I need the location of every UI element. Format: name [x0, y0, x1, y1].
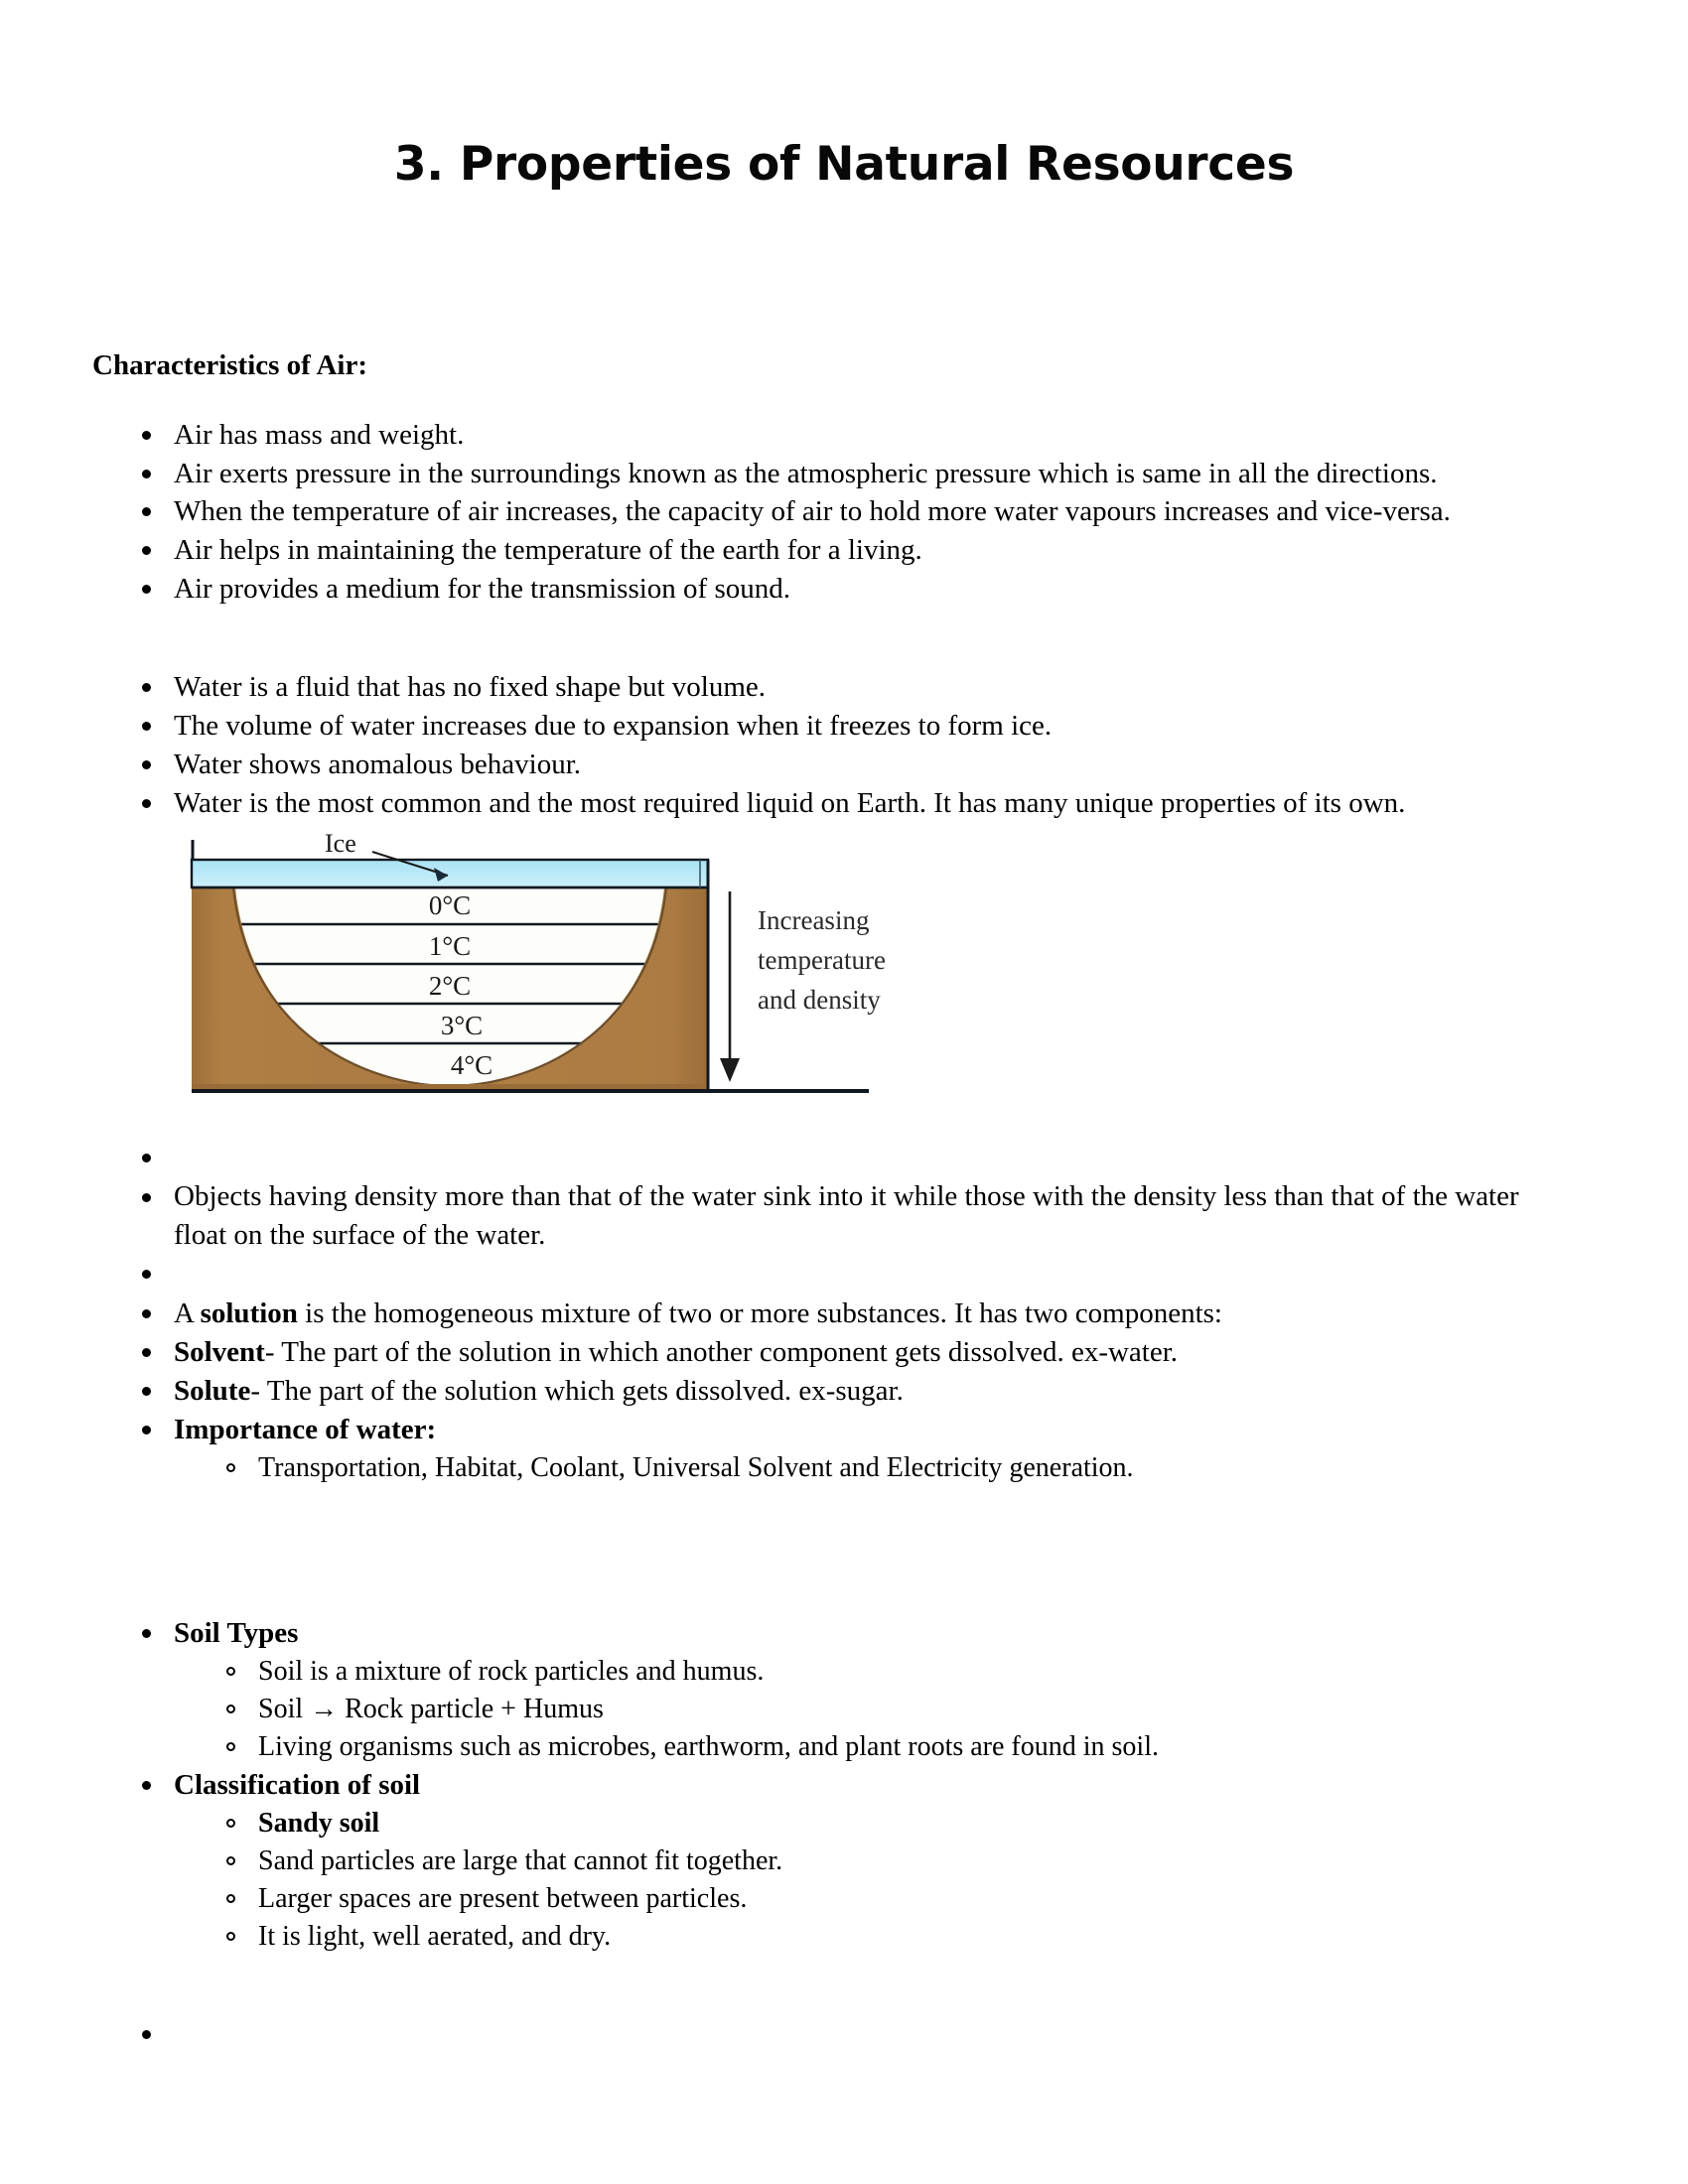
- temp-label-2: 2°C: [428, 971, 472, 1002]
- soil-types-list: [0, 1614, 1688, 1653]
- importance-heading: Importance of water:: [174, 1413, 437, 1445]
- list-item: [0, 1177, 1688, 1255]
- bullet-icon: [142, 1387, 151, 1396]
- air-characteristics-list: [0, 416, 1688, 609]
- bullet-icon: [142, 722, 151, 731]
- circle-bullet-icon: [226, 1742, 235, 1751]
- solvent-bold-term: Solvent: [174, 1336, 265, 1368]
- list-item-text: When the temperature of air increases, the capacity of air to hold more water vapours increases and vice-versa.: [174, 495, 1451, 528]
- list-item-text: Living organisms such as microbes, earthworm, and plant roots are found in soil.: [258, 1730, 1159, 1762]
- list-item-text: Air provides a medium for the transmission of sound.: [174, 573, 790, 606]
- side-caption-line1: Increasing: [758, 905, 870, 936]
- list-item: [0, 746, 1688, 784]
- bullet-icon: [142, 760, 151, 769]
- bullet-icon: [142, 546, 151, 555]
- list-item: [0, 1728, 1688, 1766]
- list-item: [0, 492, 1688, 531]
- temp-label-1: 1°C: [428, 931, 472, 962]
- list-item: [0, 707, 1688, 746]
- bullet-icon: [142, 1426, 151, 1434]
- list-item-text: Soil → Rock particle + Humus: [258, 1693, 604, 1724]
- bullet-icon: [142, 1193, 151, 1202]
- water-properties-list: [0, 668, 1688, 822]
- list-item: [0, 1449, 1688, 1487]
- sandy-soil-sublist: [0, 1805, 1688, 1956]
- list-item-text: Objects having density more than that of the water sink into it while those with the density less than that of the water float on the surface of the water.: [174, 1180, 1519, 1252]
- list-item: [0, 1880, 1688, 1918]
- pond-temperature-diagram: [174, 830, 909, 1138]
- list-item-text: The volume of water increases due to expansion when it freezes to form ice.: [174, 709, 1053, 742]
- list-item-text: It is light, well aerated, and dry.: [258, 1920, 612, 1952]
- soil-types-sublist: [0, 1653, 1688, 1766]
- list-item: [0, 1918, 1688, 1956]
- circle-bullet-icon: [226, 1705, 235, 1713]
- circle-bullet-icon: [226, 1819, 235, 1828]
- circle-bullet-icon: [226, 1463, 235, 1472]
- solute-bold-term: Solute: [174, 1374, 251, 1407]
- classification-heading: Classification of soil: [174, 1768, 421, 1801]
- list-item-text: Water is the most common and the most required liquid on Earth. It has many unique properties of its own.: [174, 786, 1406, 819]
- list-item-text: Water is a fluid that has no fixed shape but volume.: [174, 670, 767, 703]
- importance-sublist: [0, 1449, 1688, 1487]
- solvent-suffix: - The part of the solution in which another component gets dissolved. ex-water.: [264, 1336, 1179, 1368]
- list-item: [0, 784, 1688, 823]
- bullet-icon: [142, 1348, 151, 1357]
- page-title: 3. Properties of Natural Resources: [393, 137, 1295, 192]
- diagram-svg: [174, 830, 909, 1138]
- list-item: [0, 455, 1688, 493]
- temp-label-4: 4°C: [450, 1050, 493, 1081]
- circle-bullet-icon: [226, 1667, 235, 1676]
- solution-bold-term: solution: [200, 1297, 298, 1330]
- bullet-icon: [142, 470, 151, 478]
- ice-layer: [192, 860, 708, 887]
- bullet-icon: [142, 507, 151, 516]
- circle-bullet-icon: [226, 1932, 235, 1941]
- list-item-text: Soil is a mixture of rock particles and humus.: [258, 1655, 765, 1687]
- list-item: [0, 531, 1688, 570]
- solution-suffix: is the homogeneous mixture of two or more substances. It has two components:: [297, 1297, 1222, 1330]
- soil-classification-list: [0, 1766, 1688, 1805]
- list-item-soil-types: [0, 1614, 1688, 1653]
- list-item-text: Sand particles are large that cannot fit together.: [258, 1844, 783, 1876]
- bullet-icon: [142, 585, 151, 594]
- circle-bullet-icon: [226, 1856, 235, 1865]
- bullet-icon: [142, 1270, 151, 1279]
- circle-bullet-icon: [226, 1894, 235, 1903]
- list-item: [0, 1843, 1688, 1880]
- list-item-sandy-soil: [0, 1805, 1688, 1843]
- post-diagram-list: [0, 1138, 1688, 1295]
- list-item-empty: [0, 2015, 1688, 2055]
- temp-label-0: 0°C: [428, 890, 472, 921]
- solute-suffix: - The part of the solution which gets dissolved. ex-sugar.: [250, 1374, 904, 1407]
- side-caption-line2: temperature: [758, 945, 886, 976]
- sandy-soil-heading: Sandy soil: [258, 1807, 380, 1839]
- section-heading-characteristics-of-air: Characteristics of Air:: [92, 348, 368, 381]
- list-item-empty: [0, 1255, 1688, 1295]
- bullet-icon: [142, 1309, 151, 1318]
- list-item-text: Water shows anomalous behaviour.: [174, 748, 582, 780]
- trailing-empty-list: [0, 2015, 1688, 2055]
- list-item-text: Air helps in maintaining the temperature of the earth for a living.: [174, 534, 922, 567]
- list-item-solute: [0, 1372, 1688, 1411]
- bullet-icon: [142, 683, 151, 692]
- list-item-text: Air has mass and weight.: [174, 418, 465, 451]
- list-item-text: Air exerts pressure in the surroundings known as the atmospheric pressure which is same in all the directions.: [174, 457, 1438, 489]
- bullet-icon: [142, 1781, 151, 1790]
- solution-prefix: A: [174, 1297, 201, 1330]
- list-item: [0, 668, 1688, 707]
- bullet-icon: [142, 1629, 151, 1638]
- bullet-icon: [142, 1154, 151, 1162]
- list-item-importance-of-water: [0, 1411, 1688, 1449]
- side-caption-line3: and density: [758, 985, 881, 1016]
- increasing-arrow-head: [720, 1058, 740, 1082]
- list-item: [0, 1691, 1688, 1728]
- solution-list: [0, 1295, 1688, 1448]
- list-item-solvent: [0, 1333, 1688, 1372]
- ice-label: Ice: [325, 830, 356, 859]
- temp-label-3: 3°C: [440, 1011, 484, 1041]
- list-item-empty: [0, 1138, 1688, 1177]
- list-item-classification-of-soil: [0, 1766, 1688, 1805]
- list-item-solution: [0, 1295, 1688, 1333]
- bullet-icon: [142, 2030, 151, 2039]
- bullet-icon: [142, 799, 151, 808]
- soil-types-heading: Soil Types: [174, 1616, 299, 1649]
- list-item: [0, 1653, 1688, 1691]
- list-item-text: Larger spaces are present between particles.: [258, 1882, 748, 1914]
- bullet-icon: [142, 431, 151, 440]
- list-item: [0, 570, 1688, 609]
- list-item-text: Transportation, Habitat, Coolant, Universal Solvent and Electricity generation.: [258, 1451, 1134, 1483]
- list-item: [0, 416, 1688, 455]
